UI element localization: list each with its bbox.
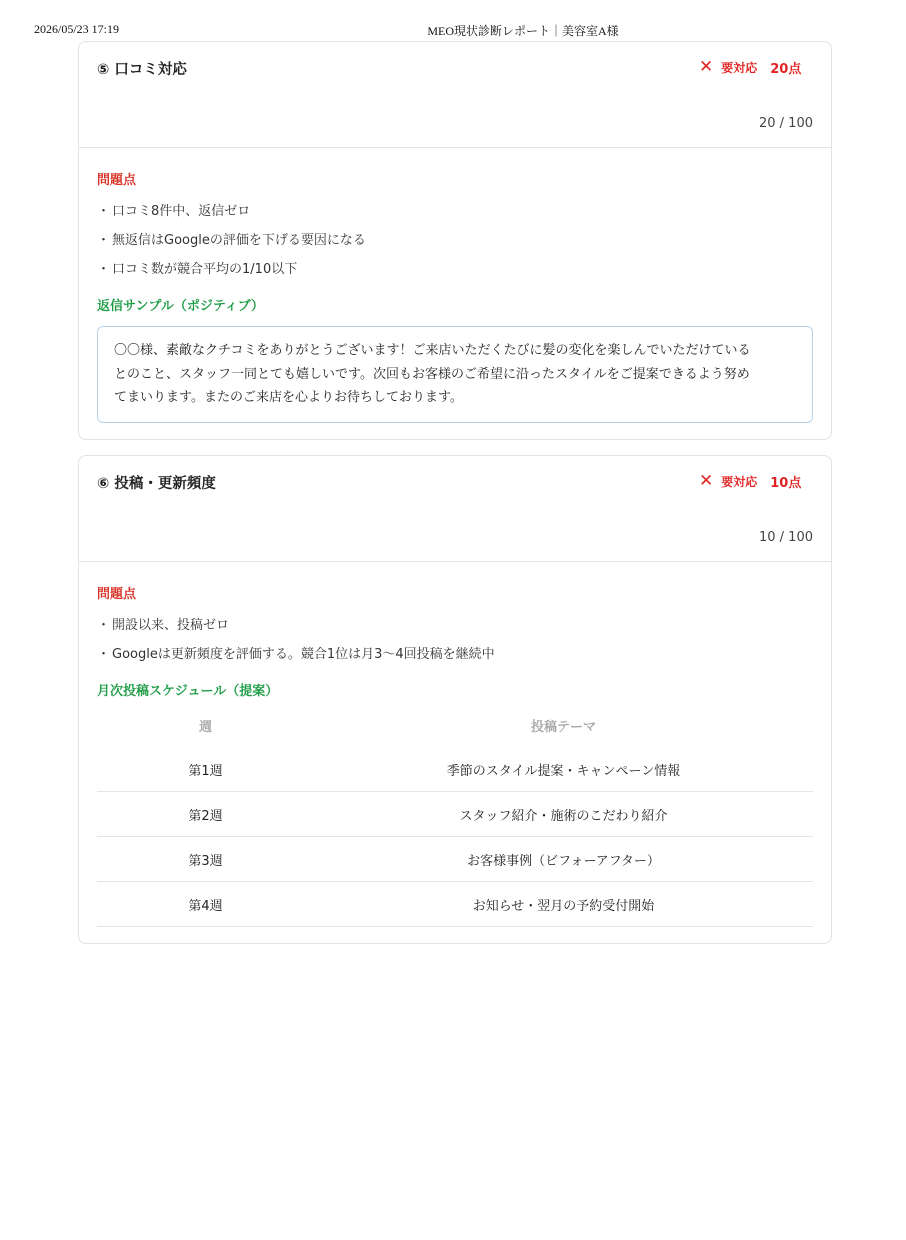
table-row [97, 792, 813, 837]
score-text: 10 / 100 [759, 530, 813, 545]
theme-cell: 季節のスタイル提案・キャンペーン情報 [314, 747, 813, 792]
problems-list [97, 618, 813, 663]
status-badge [699, 58, 801, 77]
status-label: 要対応 [721, 475, 758, 489]
week-cell: 第2週 [97, 792, 314, 837]
section-title: ⑤ 口コミ対応 [97, 62, 187, 78]
theme-cell: お客様事例（ビフォーアフター） [314, 837, 813, 882]
problems-list [97, 204, 813, 278]
close-x-icon: ✕ [699, 57, 714, 77]
week-cell: 第1週 [97, 747, 314, 792]
schedule-heading: 月次投稿スケジュール（提案） [97, 684, 279, 699]
list-item: ・ 口コミ8件中、返信ゼロ [97, 204, 813, 220]
table-row [97, 882, 813, 927]
reply-sample-box [97, 326, 813, 423]
column-header-week: 週 [198, 719, 212, 735]
column-header-theme: 投稿テーマ [530, 719, 596, 735]
print-header [0, 22, 906, 38]
sample-line: 〇〇様、素敵なクチコミをありがとうございます！ご来店いただくたびに髪の変化を楽しんでいただけている [114, 343, 751, 358]
list-item: ・ Googleは更新頻度を評価する。競合1位は月3〜4回投稿を継続中 [97, 647, 813, 663]
theme-cell: お知らせ・翌月の予約受付開始 [314, 882, 813, 927]
list-item: ・ 無返信はGoogleの評価を下げる要因になる [97, 233, 813, 249]
schedule-table [97, 703, 813, 927]
list-item: ・ 口コミ数が競合平均の1/10以下 [97, 262, 813, 278]
status-points: 10点 [770, 476, 802, 491]
theme-cell: スタッフ紹介・施術のこだわり紹介 [314, 792, 813, 837]
section-header [79, 456, 831, 562]
table-header-row [97, 703, 813, 747]
section-header [79, 42, 831, 148]
score-text: 20 / 100 [759, 116, 813, 131]
print-date: 2026/05/23 17:19 [34, 22, 120, 36]
print-title: MEO現状診断レポート｜美容室A様 [427, 24, 619, 38]
section-body [79, 148, 831, 439]
section-body [79, 562, 831, 943]
list-item: ・ 開設以来、投稿ゼロ [97, 618, 813, 634]
problems-heading: 問題点 [97, 587, 137, 602]
section-post-frequency [78, 455, 832, 944]
close-x-icon: ✕ [699, 471, 714, 491]
status-label: 要対応 [721, 61, 758, 75]
section-title: ⑥ 投稿・更新頻度 [97, 476, 216, 492]
week-cell: 第4週 [97, 882, 314, 927]
sample-line: とのこと、スタッフ一同とても嬉しいです。次回もお客様のご希望に沿ったスタイルをご提案できるよう努め [114, 366, 750, 382]
section-review-response [78, 41, 832, 440]
sample-heading: 返信サンプル（ポジティブ） [97, 299, 264, 314]
status-badge [699, 472, 801, 491]
table-row [97, 747, 813, 792]
status-points: 20点 [770, 62, 802, 77]
problems-heading: 問題点 [97, 173, 137, 188]
table-row [97, 837, 813, 882]
sample-line: てまいります。またのご来店を心よりお待ちしております。 [114, 390, 463, 405]
week-cell: 第3週 [97, 837, 314, 882]
